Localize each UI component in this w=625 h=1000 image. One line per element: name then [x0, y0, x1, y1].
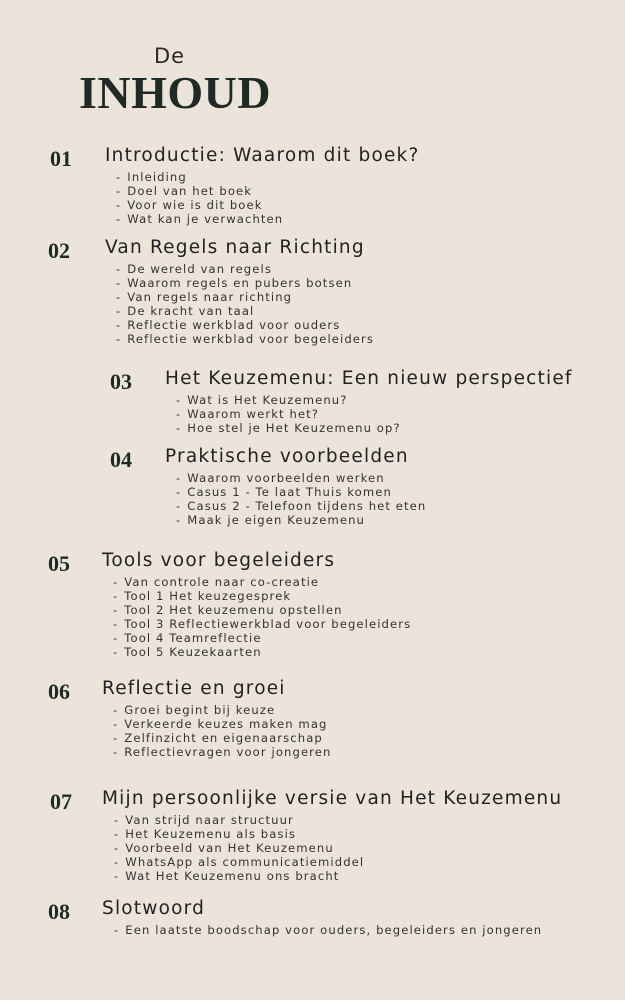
list-item: - Casus 2 - Telefoon tijdens het eten [176, 499, 427, 513]
chapter-items [114, 813, 364, 883]
list-item: - Tool 1 Het keuzegesprek [113, 589, 292, 603]
list-item: - Waarom regels en pubers botsen [116, 276, 353, 290]
list-item: - Van regels naar richting [116, 290, 293, 304]
list-item: - Hoe stel je Het Keuzemenu op? [176, 421, 401, 435]
chapter-items [116, 262, 374, 346]
list-item: - Een laatste boodschap voor ouders, begeleiders en jongeren [114, 923, 543, 937]
list-item: - Voorbeeld van Het Keuzemenu [114, 841, 334, 855]
list-item: - Zelfinzicht en eigenaarschap [113, 731, 323, 745]
chapter-title: Reflectie en groei [102, 678, 286, 699]
list-item: - Casus 1 - Te laat Thuis komen [176, 485, 392, 499]
list-item: - WhatsApp als communicatiemiddel [114, 855, 365, 869]
list-item: - Tool 5 Keuzekaarten [113, 645, 262, 659]
header-pre-title: De [154, 44, 186, 68]
list-item: - Waarom werkt het? [176, 407, 320, 421]
list-item: - Van strijd naar structuur [114, 813, 294, 827]
list-item: - De wereld van regels [116, 262, 272, 276]
list-item: - Inleiding [116, 170, 187, 184]
list-item: - Doel van het boek [116, 184, 253, 198]
list-item: - Reflectievragen voor jongeren [113, 745, 332, 759]
list-item: - Groei begint bij keuze [113, 703, 276, 717]
chapter-items [114, 923, 542, 937]
list-item: - Waarom voorbeelden werken [176, 471, 385, 485]
chapter-items [113, 575, 411, 659]
list-item: - Reflectie werkblad voor ouders [116, 318, 341, 332]
chapter-title: Mijn persoonlijke versie van Het Keuzemenu [102, 788, 563, 809]
list-item: - De kracht van taal [116, 304, 255, 318]
list-item: - Het Keuzemenu als basis [114, 827, 297, 841]
list-item: - Wat Het Keuzemenu ons bracht [114, 869, 340, 883]
list-item: - Verkeerde keuzes maken mag [113, 717, 328, 731]
chapter-number: 08 [48, 899, 70, 924]
chapter-items [176, 393, 401, 435]
chapter-items [176, 471, 426, 527]
chapter-title: Het Keuzemenu: Een nieuw perspectief [165, 368, 573, 389]
list-item: - Tool 3 Reflectiewerkblad voor begeleiders [113, 617, 412, 631]
chapter-number: 02 [48, 238, 70, 263]
chapter-items [113, 703, 331, 759]
chapter-number: 01 [50, 146, 72, 171]
chapter-number: 04 [110, 447, 132, 472]
chapter-title: Slotwoord [102, 898, 206, 919]
list-item: - Reflectie werkblad voor begeleiders [116, 332, 375, 346]
chapter-number: 06 [48, 679, 70, 704]
list-item: - Tool 2 Het keuzemenu opstellen [113, 603, 343, 617]
list-item: - Maak je eigen Keuzemenu [176, 513, 365, 527]
chapter-title: Praktische voorbeelden [165, 446, 409, 467]
list-item: - Van controle naar co-creatie [113, 575, 320, 589]
list-item: - Wat kan je verwachten [116, 212, 284, 226]
page-title: INHOUD [79, 67, 272, 118]
chapter-number: 07 [50, 789, 72, 814]
list-item: - Voor wie is dit boek [116, 198, 263, 212]
list-item: - Tool 4 Teamreflectie [113, 631, 262, 645]
chapter-title: Tools voor begeleiders [102, 550, 336, 571]
chapter-items [116, 170, 283, 226]
chapter-number: 03 [110, 369, 132, 394]
chapter-number: 05 [48, 551, 70, 576]
list-item: - Wat is Het Keuzemenu? [176, 393, 348, 407]
chapter-title: Van Regels naar Richting [105, 237, 365, 258]
chapter-title: Introductie: Waarom dit boek? [105, 145, 420, 166]
